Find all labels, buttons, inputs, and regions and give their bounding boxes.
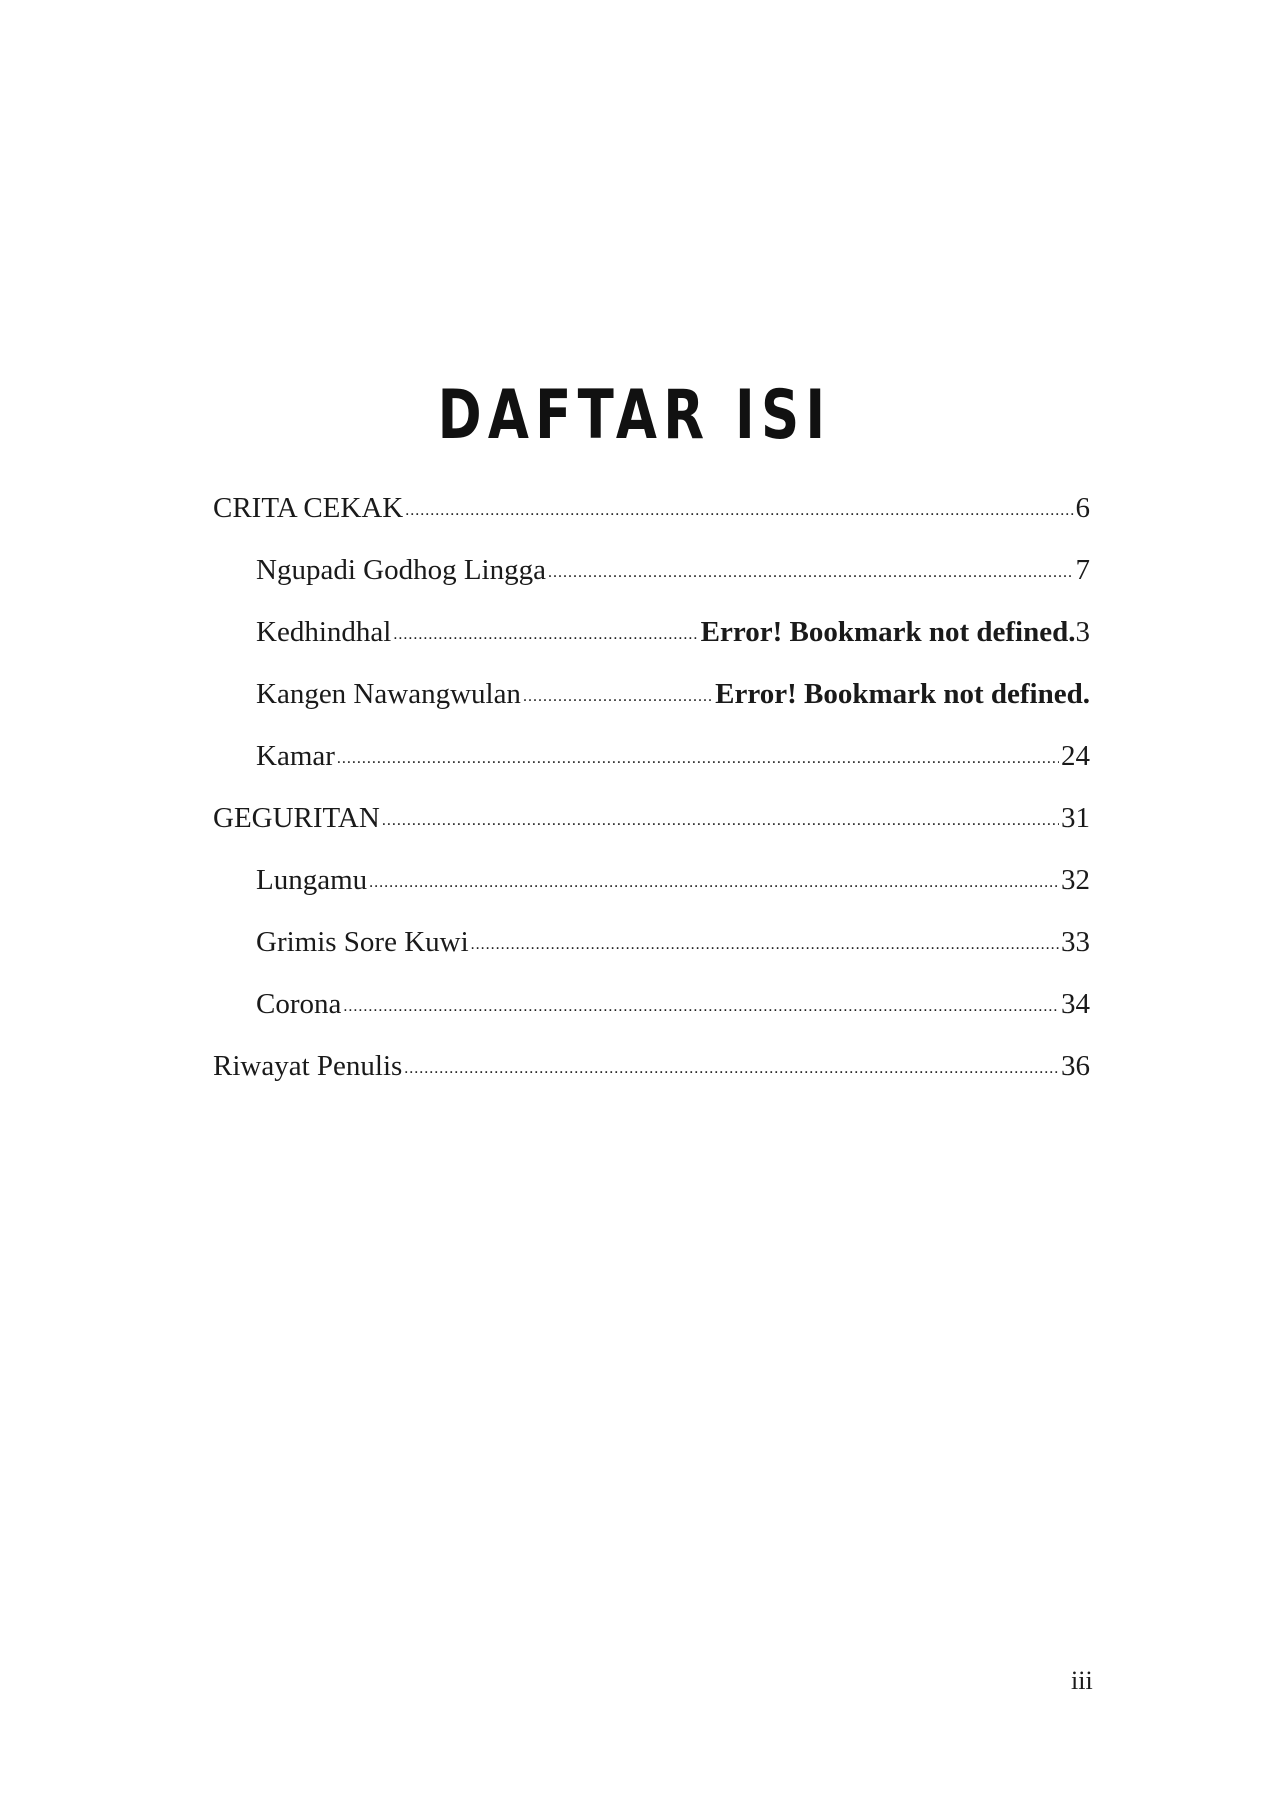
toc-dot-leader — [404, 1060, 1059, 1078]
toc-entry[interactable] — [213, 616, 1090, 678]
toc-entry-page: 7 — [1075, 554, 1090, 586]
toc-entry-label: Lungamu — [256, 864, 368, 896]
toc-dot-leader — [337, 750, 1059, 768]
toc-entry[interactable] — [213, 678, 1090, 740]
toc-entry[interactable] — [213, 864, 1090, 926]
toc-entry-page: 36 — [1061, 1050, 1090, 1082]
toc-entry-label: Corona — [256, 988, 342, 1020]
toc-entry[interactable] — [213, 740, 1090, 802]
toc-entry-label: Grimis Sore Kuwi — [256, 926, 469, 958]
toc-entry[interactable] — [213, 492, 1090, 554]
toc-entry-page: 33 — [1061, 926, 1090, 958]
table-of-contents — [213, 492, 1090, 1112]
page-title: DAFTAR ISI — [437, 376, 832, 455]
toc-entry-page: 24 — [1061, 740, 1090, 772]
toc-entry[interactable] — [213, 802, 1090, 864]
toc-entry-label: GEGURITAN — [213, 802, 380, 834]
toc-dot-leader — [382, 812, 1059, 830]
toc-dot-leader — [343, 998, 1059, 1016]
toc-entry[interactable] — [213, 988, 1090, 1050]
toc-entry-page: 6 — [1075, 492, 1090, 524]
toc-entry[interactable] — [213, 1050, 1090, 1112]
toc-dot-leader — [548, 564, 1074, 582]
toc-dot-leader — [393, 626, 698, 644]
toc-entry-label: Kedhindhal — [256, 616, 392, 648]
toc-entry-label: Kamar — [256, 740, 335, 772]
toc-entry-label: Riwayat Penulis — [213, 1050, 403, 1082]
toc-entry-page: 34 — [1061, 988, 1090, 1020]
toc-entry[interactable] — [213, 926, 1090, 988]
page-number: iii — [1071, 1666, 1093, 1695]
toc-dot-leader — [523, 688, 713, 706]
toc-entry-page: 3 — [1075, 616, 1090, 648]
toc-entry-error: Error! Bookmark not defined. — [715, 678, 1090, 710]
toc-dot-leader — [369, 874, 1059, 892]
toc-entry-label: Ngupadi Godhog Lingga — [256, 554, 546, 586]
toc-entry[interactable] — [213, 554, 1090, 616]
toc-dot-leader — [471, 936, 1059, 954]
toc-entry-page: 32 — [1061, 864, 1090, 896]
toc-entry-error: Error! Bookmark not defined. — [700, 616, 1076, 648]
toc-entry-label: CRITA CEKAK — [213, 492, 404, 524]
toc-entry-page: 31 — [1061, 802, 1090, 834]
toc-entry-label: Kangen Nawangwulan — [256, 678, 521, 710]
toc-dot-leader — [405, 502, 1073, 520]
